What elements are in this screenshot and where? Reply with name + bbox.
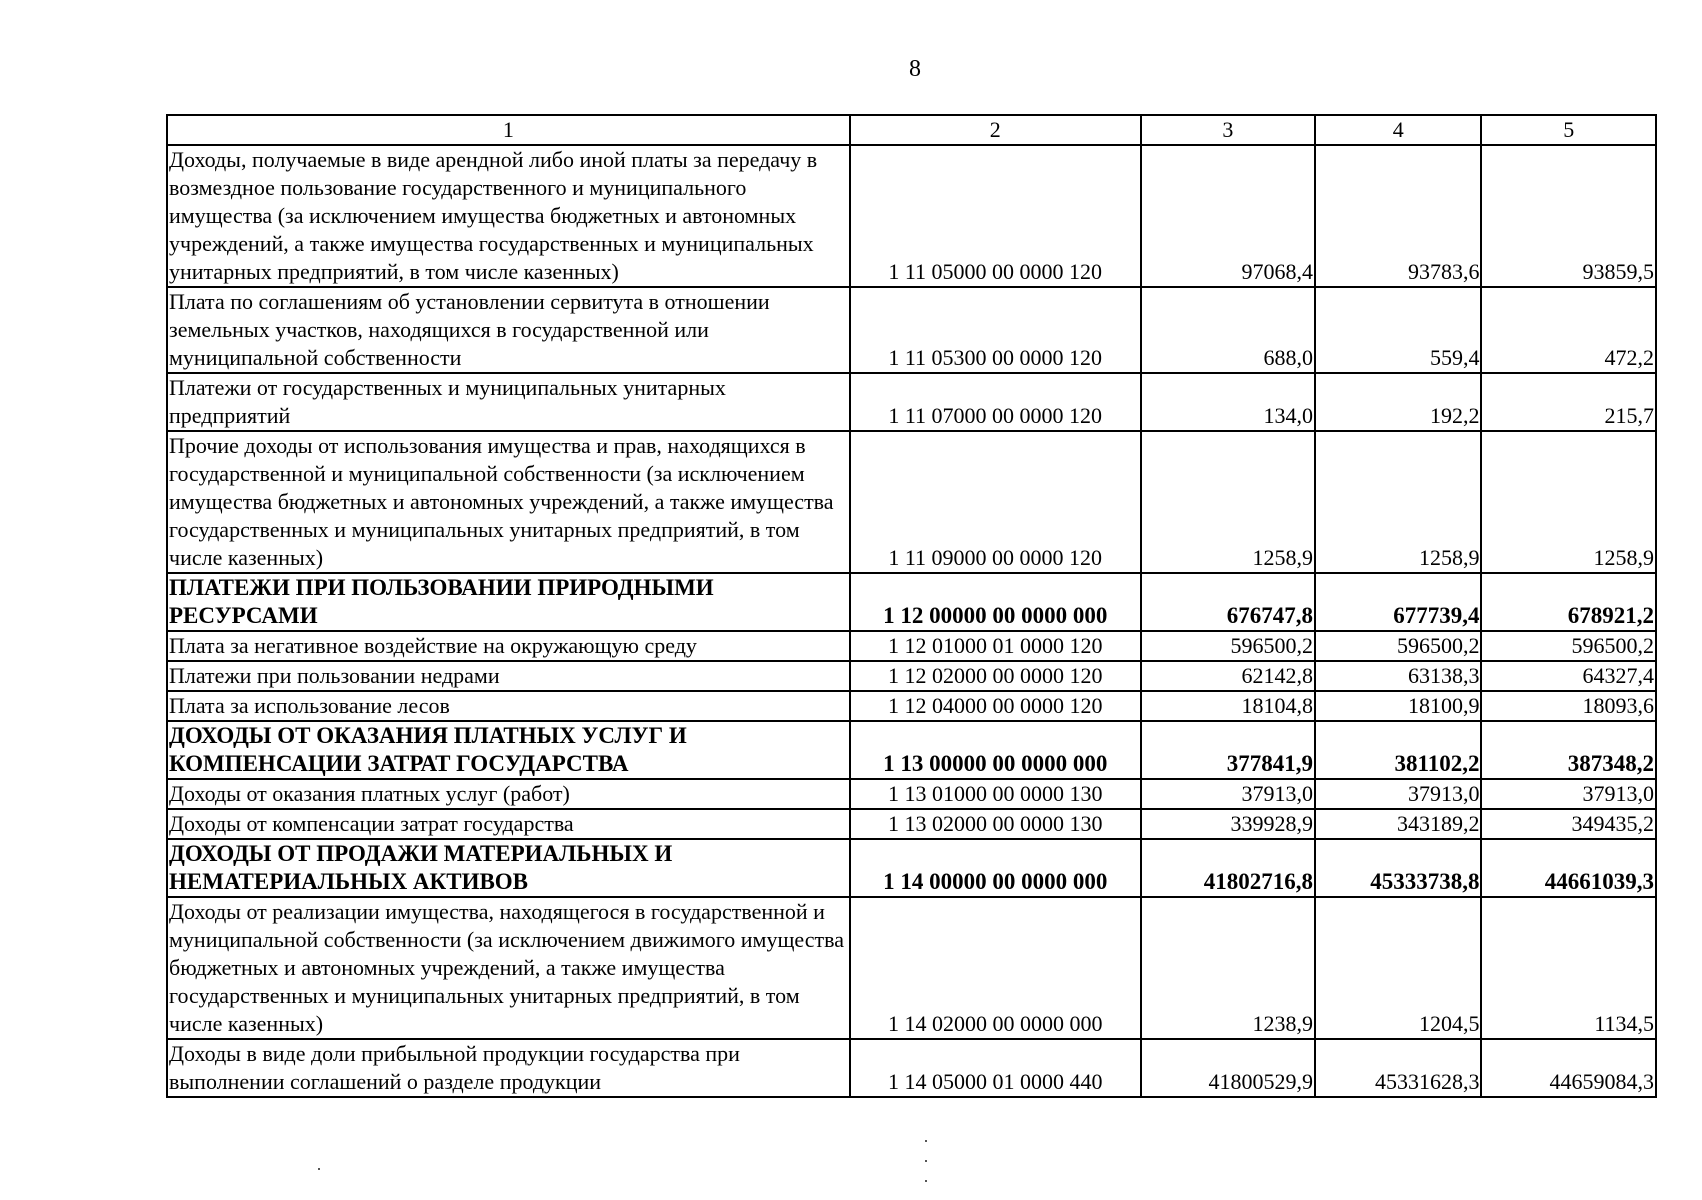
row-value-3: 37913,0 (1141, 779, 1315, 809)
row-name: Плата за использование лесов (167, 691, 850, 721)
table-section-row (167, 573, 1656, 631)
row-value-3: 1258,9 (1141, 431, 1315, 573)
table-header-row (167, 115, 1656, 145)
row-name: Прочие доходы от использования имущества и прав, находящихся в государственной и муниципальной собственности (за исключением имущества бюджетных и автономных учреждений, а также имущества государственных и муниципальных унитарных предприятий, в том числе казенных) (167, 431, 850, 573)
row-value-5: 596500,2 (1481, 631, 1656, 661)
section-value-3: 676747,8 (1141, 573, 1315, 631)
row-value-5: 215,7 (1481, 373, 1656, 431)
table-row (167, 287, 1656, 373)
table-row (167, 373, 1656, 431)
row-value-3: 41800529,9 (1141, 1039, 1315, 1097)
row-value-4: 343189,2 (1315, 809, 1481, 839)
section-value-4: 45333738,8 (1315, 839, 1481, 897)
section-value-4: 381102,2 (1315, 721, 1481, 779)
row-name: Доходы от компенсации затрат государства (167, 809, 850, 839)
row-name: Доходы в виде доли прибыльной продукции государства при выполнении соглашений о разделе продукции (167, 1039, 850, 1097)
row-value-3: 1238,9 (1141, 897, 1315, 1039)
row-code: 1 12 04000 00 0000 120 (850, 691, 1141, 721)
row-code: 1 11 05300 00 0000 120 (850, 287, 1141, 373)
row-value-5: 64327,4 (1481, 661, 1656, 691)
table-row (167, 631, 1656, 661)
row-value-3: 339928,9 (1141, 809, 1315, 839)
row-code: 1 11 07000 00 0000 120 (850, 373, 1141, 431)
row-name: Плата по соглашениям об установлении сервитута в отношении земельных участков, находящихся в государственной или муниципальной собственности (167, 287, 850, 373)
row-name: Платежи от государственных и муниципальных унитарных предприятий (167, 373, 850, 431)
row-value-4: 596500,2 (1315, 631, 1481, 661)
row-code: 1 11 05000 00 0000 120 (850, 145, 1141, 287)
row-code: 1 12 01000 01 0000 120 (850, 631, 1141, 661)
row-name: Доходы, получаемые в виде арендной либо иной платы за передачу в возмездное пользование государственного и муниципального имущества (за исключением имущества бюджетных и автономных учреждений, а также имущества государственных и муниципальных унитарных предприятий, в том числе казенных) (167, 145, 850, 287)
table-row (167, 691, 1656, 721)
scan-speck (318, 1168, 320, 1170)
row-value-5: 18093,6 (1481, 691, 1656, 721)
row-value-5: 1258,9 (1481, 431, 1656, 573)
section-code: 1 12 00000 00 0000 000 (850, 573, 1141, 631)
scan-speck (925, 1180, 927, 1182)
column-header-4: 4 (1315, 115, 1481, 145)
row-value-3: 688,0 (1141, 287, 1315, 373)
row-value-4: 93783,6 (1315, 145, 1481, 287)
section-value-5: 387348,2 (1481, 721, 1656, 779)
row-value-4: 559,4 (1315, 287, 1481, 373)
table-section-row (167, 839, 1656, 897)
row-value-4: 37913,0 (1315, 779, 1481, 809)
row-code: 1 12 02000 00 0000 120 (850, 661, 1141, 691)
row-name: Платежи при пользовании недрами (167, 661, 850, 691)
table-section-row (167, 721, 1656, 779)
row-value-4: 1258,9 (1315, 431, 1481, 573)
section-code: 1 13 00000 00 0000 000 (850, 721, 1141, 779)
row-code: 1 13 02000 00 0000 130 (850, 809, 1141, 839)
section-name: ПЛАТЕЖИ ПРИ ПОЛЬЗОВАНИИ ПРИРОДНЫМИ РЕСУРСАМИ (167, 573, 850, 631)
column-header-5: 5 (1481, 115, 1656, 145)
row-value-4: 192,2 (1315, 373, 1481, 431)
table-row (167, 779, 1656, 809)
row-value-4: 63138,3 (1315, 661, 1481, 691)
row-value-3: 134,0 (1141, 373, 1315, 431)
section-name: ДОХОДЫ ОТ ОКАЗАНИЯ ПЛАТНЫХ УСЛУГ И КОМПЕНСАЦИИ ЗАТРАТ ГОСУДАРСТВА (167, 721, 850, 779)
section-name: ДОХОДЫ ОТ ПРОДАЖИ МАТЕРИАЛЬНЫХ И НЕМАТЕРИАЛЬНЫХ АКТИВОВ (167, 839, 850, 897)
row-code: 1 14 02000 00 0000 000 (850, 897, 1141, 1039)
section-value-5: 678921,2 (1481, 573, 1656, 631)
row-code: 1 13 01000 00 0000 130 (850, 779, 1141, 809)
row-name: Доходы от оказания платных услуг (работ) (167, 779, 850, 809)
section-value-3: 377841,9 (1141, 721, 1315, 779)
section-value-3: 41802716,8 (1141, 839, 1315, 897)
table-row (167, 897, 1656, 1039)
row-value-5: 349435,2 (1481, 809, 1656, 839)
table-row (167, 661, 1656, 691)
row-value-4: 18100,9 (1315, 691, 1481, 721)
column-header-2: 2 (850, 115, 1141, 145)
section-value-5: 44661039,3 (1481, 839, 1656, 897)
scan-speck (925, 1160, 927, 1162)
table-row (167, 145, 1656, 287)
section-code: 1 14 00000 00 0000 000 (850, 839, 1141, 897)
row-value-5: 1134,5 (1481, 897, 1656, 1039)
row-code: 1 14 05000 01 0000 440 (850, 1039, 1141, 1097)
row-value-5: 93859,5 (1481, 145, 1656, 287)
table-row (167, 809, 1656, 839)
revenue-table (166, 114, 1657, 1098)
page-number: 8 (909, 56, 921, 82)
row-name: Доходы от реализации имущества, находящегося в государственной и муниципальной собственности (за исключением движимого имущества бюджетных и автономных учреждений, а также имущества государственных и муниципальных унитарных предприятий, в том числе казенных) (167, 897, 850, 1039)
row-value-5: 472,2 (1481, 287, 1656, 373)
row-code: 1 11 09000 00 0000 120 (850, 431, 1141, 573)
section-value-4: 677739,4 (1315, 573, 1481, 631)
scan-speck (925, 1140, 927, 1142)
row-value-4: 45331628,3 (1315, 1039, 1481, 1097)
column-header-3: 3 (1141, 115, 1315, 145)
row-value-5: 37913,0 (1481, 779, 1656, 809)
row-value-3: 97068,4 (1141, 145, 1315, 287)
table-row (167, 1039, 1656, 1097)
row-value-3: 18104,8 (1141, 691, 1315, 721)
table-row (167, 431, 1656, 573)
row-value-3: 62142,8 (1141, 661, 1315, 691)
row-value-3: 596500,2 (1141, 631, 1315, 661)
row-value-4: 1204,5 (1315, 897, 1481, 1039)
row-value-5: 44659084,3 (1481, 1039, 1656, 1097)
column-header-1: 1 (167, 115, 850, 145)
row-name: Плата за негативное воздействие на окружающую среду (167, 631, 850, 661)
